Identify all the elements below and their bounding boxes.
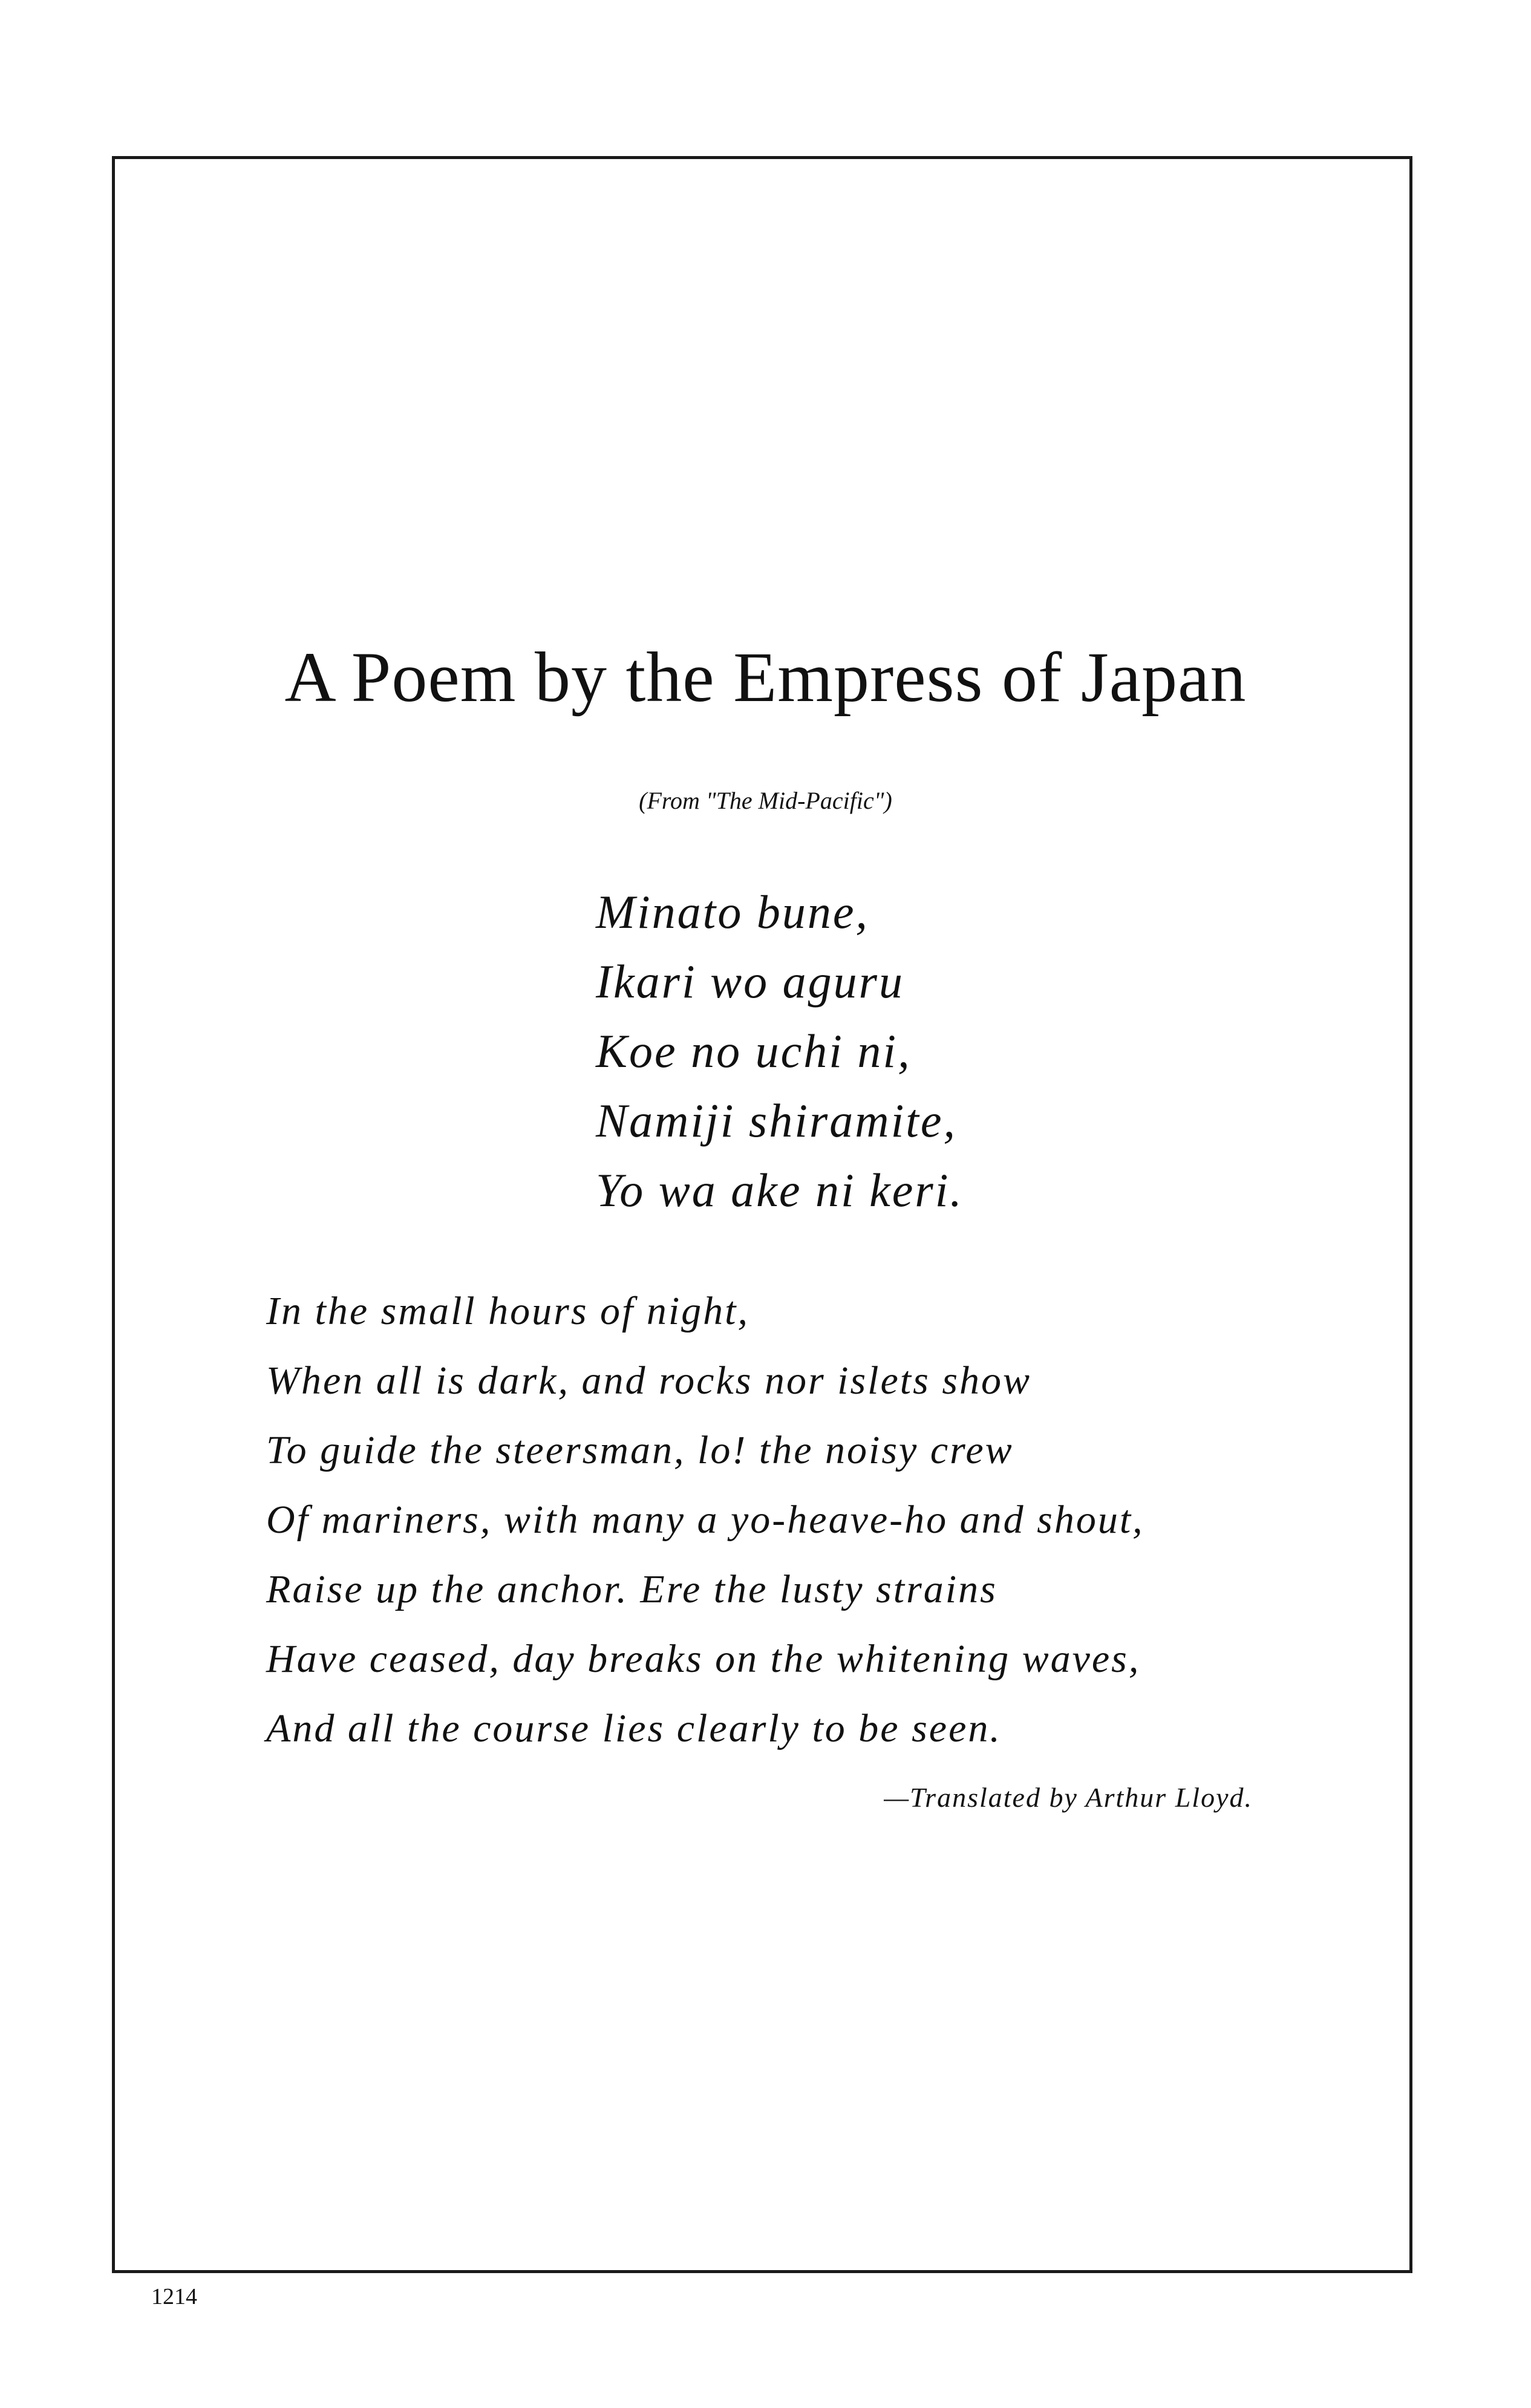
japanese-stanza [596, 877, 964, 1225]
japanese-line: Yo wa ake ni keri. [596, 1164, 964, 1216]
poem-title: A Poem by the Empress of Japan [284, 638, 1247, 717]
translator-credit: —Translated by Arthur Lloyd. [884, 1782, 1253, 1813]
japanese-line: Minato bune, [596, 886, 869, 938]
english-line: Have ceased, day breaks on the whitening waves, [266, 1637, 1141, 1681]
japanese-line: Ikari wo aguru [596, 955, 904, 1008]
english-line: Of mariners, with many a yo-heave-ho and shout, [266, 1498, 1144, 1542]
english-line: And all the course lies clearly to be seen. [266, 1706, 1002, 1751]
english-translation [266, 1276, 1144, 1763]
english-line: When all is dark, and rocks nor islets show [266, 1359, 1032, 1403]
english-line: Raise up the anchor. Ere the lusty strains [266, 1567, 997, 1611]
japanese-line: Namiji shiramite, [596, 1094, 958, 1147]
page-number: 1214 [151, 2284, 197, 2309]
english-line: To guide the steersman, lo! the noisy crew [266, 1428, 1014, 1472]
source-citation: (From "The Mid-Pacific") [639, 787, 892, 814]
english-line: In the small hours of night, [266, 1289, 750, 1333]
japanese-line: Koe no uchi ni, [596, 1025, 912, 1077]
